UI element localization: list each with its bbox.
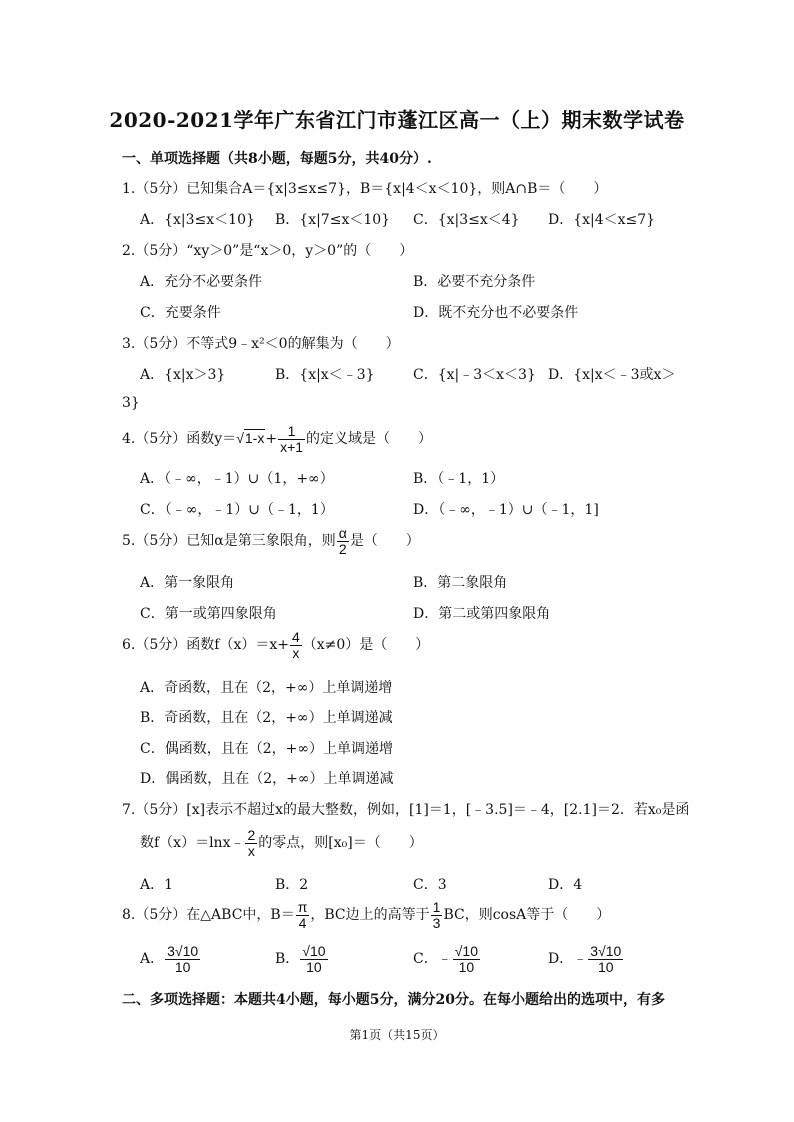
question-8-option-a <box>140 944 201 974</box>
page-title: 2020-2021学年广东省江门市蓬江区高一（上）期末数学试卷 <box>109 108 685 132</box>
radicand: 1-x <box>244 430 265 447</box>
question-8-stem <box>122 900 610 930</box>
fraction <box>431 900 443 930</box>
question-8-option-d <box>548 944 624 974</box>
fraction-numerator: 2 <box>247 827 256 843</box>
question-1-option-a: A．{x|3≤x＜10} <box>140 212 255 228</box>
fraction-denominator: 2 <box>338 540 347 557</box>
question-6-suffix: （x≠0）是（ ） <box>302 637 430 654</box>
question-6-stem <box>122 630 429 660</box>
fraction-denominator: x <box>247 842 255 859</box>
question-5-option-d: D．第二或第四象限角 <box>413 606 551 622</box>
question-6-option-d: D．偶函数，且在（2，+∞）上单调递减 <box>140 771 394 787</box>
question-4-suffix: 的定义域是（ ） <box>306 431 433 448</box>
fraction-numerator: √10 <box>302 943 326 959</box>
plus-sign: + <box>265 431 278 448</box>
option-label: A． <box>140 951 165 968</box>
fraction-numerator: 3√10 <box>167 943 199 959</box>
section-heading-single-choice: 一、单项选择题（共8小题，每题5分，共40分）. <box>122 151 432 167</box>
option-label: B． <box>275 951 300 968</box>
fraction-denominator: 10 <box>597 958 614 975</box>
question-1-option-c: C．{x|3≤x＜4} <box>413 212 520 228</box>
question-2-option-d: D．既不充分也不必要条件 <box>413 305 579 321</box>
fraction-numerator: 3√10 <box>590 943 622 959</box>
question-2-option-c: C．充要条件 <box>140 305 221 321</box>
question-4-option-d: D．（﹣∞，﹣1）∪（﹣1，1] <box>413 502 599 518</box>
question-7-option-a: A．1 <box>140 877 174 893</box>
question-5-stem <box>122 526 420 556</box>
question-3-option-a: A．{x|x＞3} <box>140 367 226 383</box>
question-2-option-b: B．必要不充分条件 <box>413 274 536 290</box>
question-7-suffix: 的零点，则[x₀]＝（ ） <box>258 835 423 852</box>
question-7-option-c: C．3 <box>413 877 447 893</box>
fraction-denominator: x <box>292 644 300 661</box>
question-1-stem: 1.（5分）已知集合A＝{x|3≤x≤7}，B＝{x|4＜x＜10}，则A∩B＝（ ） <box>122 181 608 197</box>
question-5-suffix: 是（ ） <box>349 533 420 550</box>
fraction-numerator: √10 <box>454 943 478 959</box>
page-footer: 第1页（共15页） <box>349 1028 445 1042</box>
question-8-option-b <box>275 944 329 974</box>
fraction-numerator: 1 <box>278 424 305 440</box>
square-root: √1-x <box>236 430 265 447</box>
question-4-option-b: B．（﹣1，1） <box>413 471 505 487</box>
question-3-option-d: D．{x|x＜﹣3或x＞ <box>548 367 676 383</box>
question-2-option-a: A．充分不必要条件 <box>140 274 263 290</box>
question-8-middle: ，BC边上的高等于 <box>310 907 430 924</box>
question-4-option-a: A．（﹣∞，﹣1）∪（1，+∞） <box>140 471 334 487</box>
question-8-suffix: BC，则cosA等于（ ） <box>443 907 611 924</box>
question-1-option-d: D．{x|4＜x≤7} <box>548 212 656 228</box>
fraction <box>290 630 302 660</box>
fraction <box>245 828 257 858</box>
fraction <box>453 944 480 974</box>
question-3-option-b: B．{x|x＜﹣3} <box>275 367 375 383</box>
question-3-option-c: C．{x|﹣3＜x＜3} <box>413 367 536 383</box>
question-5-option-a: A．第一象限角 <box>140 575 235 591</box>
fraction <box>296 900 310 930</box>
fraction-numerator: α <box>338 525 347 541</box>
fraction-denominator: 4 <box>298 914 307 931</box>
question-8-option-c <box>413 944 481 974</box>
question-4-option-c: C．（﹣∞，﹣1）∪（﹣1，1） <box>140 502 334 518</box>
question-6-option-a: A．奇函数，且在（2，+∞）上单调递增 <box>140 680 393 696</box>
question-5-option-c: C．第一或第四象限角 <box>140 606 277 622</box>
question-7-option-d: D．4 <box>548 877 583 893</box>
fraction-denominator: 10 <box>174 958 191 975</box>
question-3-stem: 3.（5分）不等式9﹣x²＜0的解集为（ ） <box>122 336 400 352</box>
question-5-option-b: B．第二象限角 <box>413 575 508 591</box>
fraction <box>278 424 305 454</box>
question-6-option-c: C．偶函数，且在（2，+∞）上单调递增 <box>140 741 394 757</box>
question-8-prefix: 8.（5分）在△ABC中，B＝ <box>122 907 295 924</box>
question-6-prefix: 6.（5分）函数f（x）＝x+ <box>122 637 289 654</box>
fraction-denominator: 10 <box>306 958 322 975</box>
fraction-numerator: 1 <box>432 899 441 915</box>
question-6-option-b: B．奇函数，且在（2，+∞）上单调递减 <box>140 710 393 726</box>
question-4-stem <box>122 424 432 454</box>
question-7-line-1: 7.（5分）[x]表示不超过x的最大整数，例如，[1]＝1，[﹣3.5]＝﹣4，[2.1]＝2．若x₀是函 <box>122 802 690 818</box>
fraction-denominator: 10 <box>458 958 475 975</box>
fraction <box>300 944 327 974</box>
fraction-numerator: 4 <box>291 629 300 645</box>
fraction <box>165 944 200 974</box>
question-3-option-d-continued: 3} <box>122 395 140 411</box>
fraction-denominator: 3 <box>432 914 441 931</box>
fraction-denominator: x+1 <box>280 438 304 455</box>
fraction <box>337 526 349 556</box>
fraction <box>588 944 623 974</box>
option-label: D．﹣ <box>548 951 588 968</box>
question-7-prefix: 数f（x）＝lnx﹣ <box>140 835 245 852</box>
question-2-stem: 2.（5分）“xy＞0”是“x＞0，y＞0”的（ ） <box>122 243 414 259</box>
option-label: C．﹣ <box>413 951 452 968</box>
question-7-line-2 <box>140 828 423 858</box>
question-7-option-b: B．2 <box>275 877 309 893</box>
question-5-prefix: 5.（5分）已知α是第三象限角，则 <box>122 533 336 550</box>
section-heading-multiple-choice: 二、多项选择题：本题共4小题，每小题5分，满分20分。在每小题给出的选项中，有多 <box>122 992 665 1008</box>
question-4-prefix: 4.（5分）函数y＝ <box>122 431 237 448</box>
question-1-option-b: B．{x|7≤x＜10} <box>275 212 391 228</box>
fraction-numerator: π <box>297 899 308 915</box>
